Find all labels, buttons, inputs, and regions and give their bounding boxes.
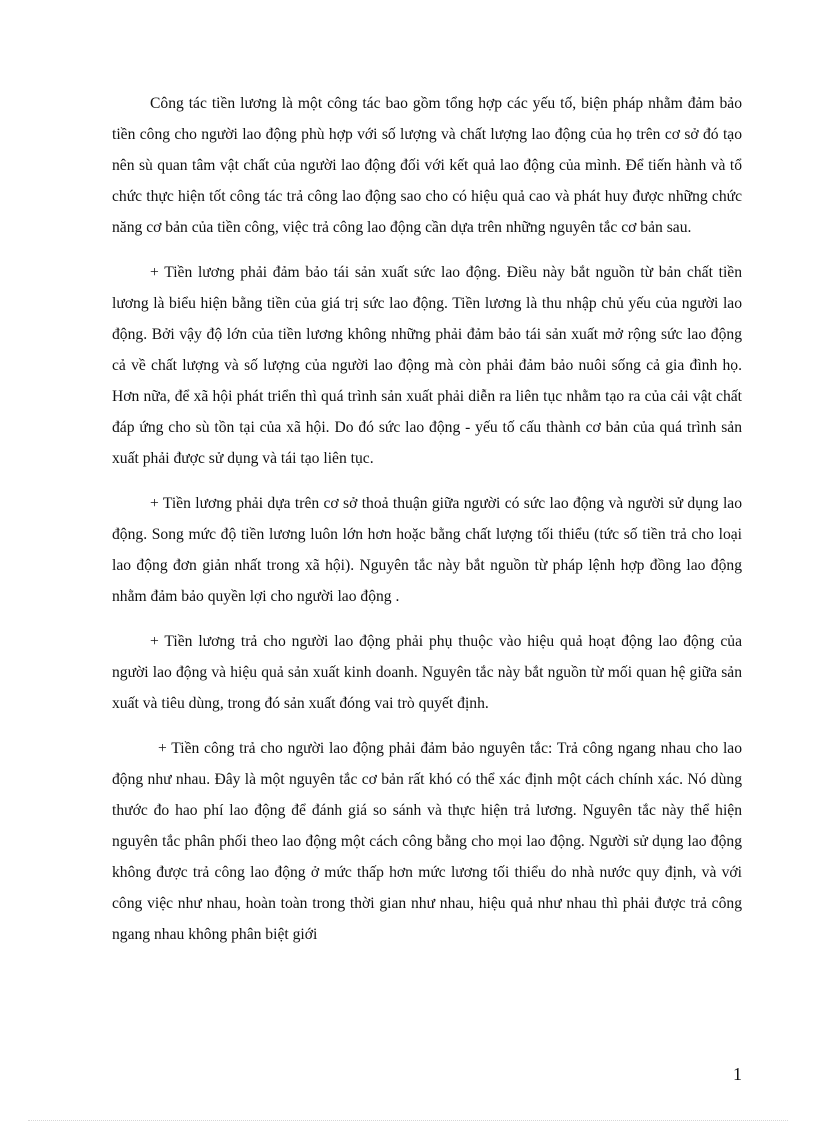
page-bottom-divider bbox=[28, 1120, 788, 1121]
document-body bbox=[112, 88, 742, 950]
paragraph-intro: Công tác tiền lương là một công tác bao gồm tổng hợp các yếu tố, biện pháp nhằm đảm bảo tiền công cho người lao động phù hợp với số lượng và chất lượng lao động của họ trên cơ sở đó tạo nên sù quan tâm vật chất của người lao động đối với kết quả lao động của mình. Để tiến hành và tổ chức thực hiện tốt công tác trả công lao động sao cho có hiệu quả cao và phát huy được những chức năng cơ bản của tiền công, việc trả công lao động cần dựa trên những nguyên tắc cơ bản sau. bbox=[112, 95, 742, 236]
paragraph-principle-1: + Tiền lương phải đảm bảo tái sản xuất sức lao động. Điều này bắt nguồn từ bản chất tiền lương là biểu hiện bằng tiền của giá trị sức lao động. Tiền lương là thu nhập chủ yếu của người lao động. Bởi vậy độ lớn của tiền lương không những phải đảm bảo tái sản xuất mở rộng sức lao động cả về chất lượng và số lượng của người lao động mà còn phải đảm bảo nuôi sống cả gia đình họ. Hơn nữa, để xã hội phát triển thì quá trình sản xuất phải diễn ra liên tục nhằm tạo ra của cải vật chất đáp ứng cho sù tồn tại của xã hội. Do đó sức lao động - yếu tố cấu thành cơ bản của quá trình sản xuất phải được sử dụng và tái tạo liên tục. bbox=[112, 264, 742, 467]
page-number: 1 bbox=[733, 1064, 742, 1084]
paragraph-principle-3: + Tiền lương trả cho người lao động phải phụ thuộc vào hiệu quả hoạt động lao động của người lao động và hiệu quả sản xuất kinh doanh. Nguyên tắc này bắt nguồn từ mối quan hệ giữa sản xuất và tiêu dùng, trong đó sản xuất đóng vai trò quyết định. bbox=[112, 633, 742, 712]
paragraph-principle-4: + Tiền công trả cho người lao động phải đảm bảo nguyên tắc: Trả công ngang nhau cho lao động như nhau. Đây là một nguyên tắc cơ bản rất khó có thể xác định một cách chính xác. Nó dùng thước đo hao phí lao động để đánh giá so sánh và thực hiện trả lương. Nguyên tắc này thể hiện nguyên tắc phân phối theo lao động một cách công bằng cho mọi lao động. Người sử dụng lao động không được trả công lao động ở mức thấp hơn mức lương tối thiểu do nhà nước quy định, và với công việc như nhau, hoàn toàn trong thời gian như nhau, hiệu quả như nhau thì phải được trả công ngang nhau không phân biệt giới bbox=[112, 740, 742, 943]
paragraph-principle-2: + Tiền lương phải dựa trên cơ sở thoả thuận giữa người có sức lao động và người sử dụng lao động. Song mức độ tiền lương luôn lớn hơn hoặc bằng chất lượng tối thiểu (tức số tiền trả cho loại lao động đơn giản nhất trong xã hội). Nguyên tắc này bắt nguồn từ pháp lệnh hợp đồng lao động nhằm đảm bảo quyền lợi cho người lao động . bbox=[112, 495, 742, 605]
